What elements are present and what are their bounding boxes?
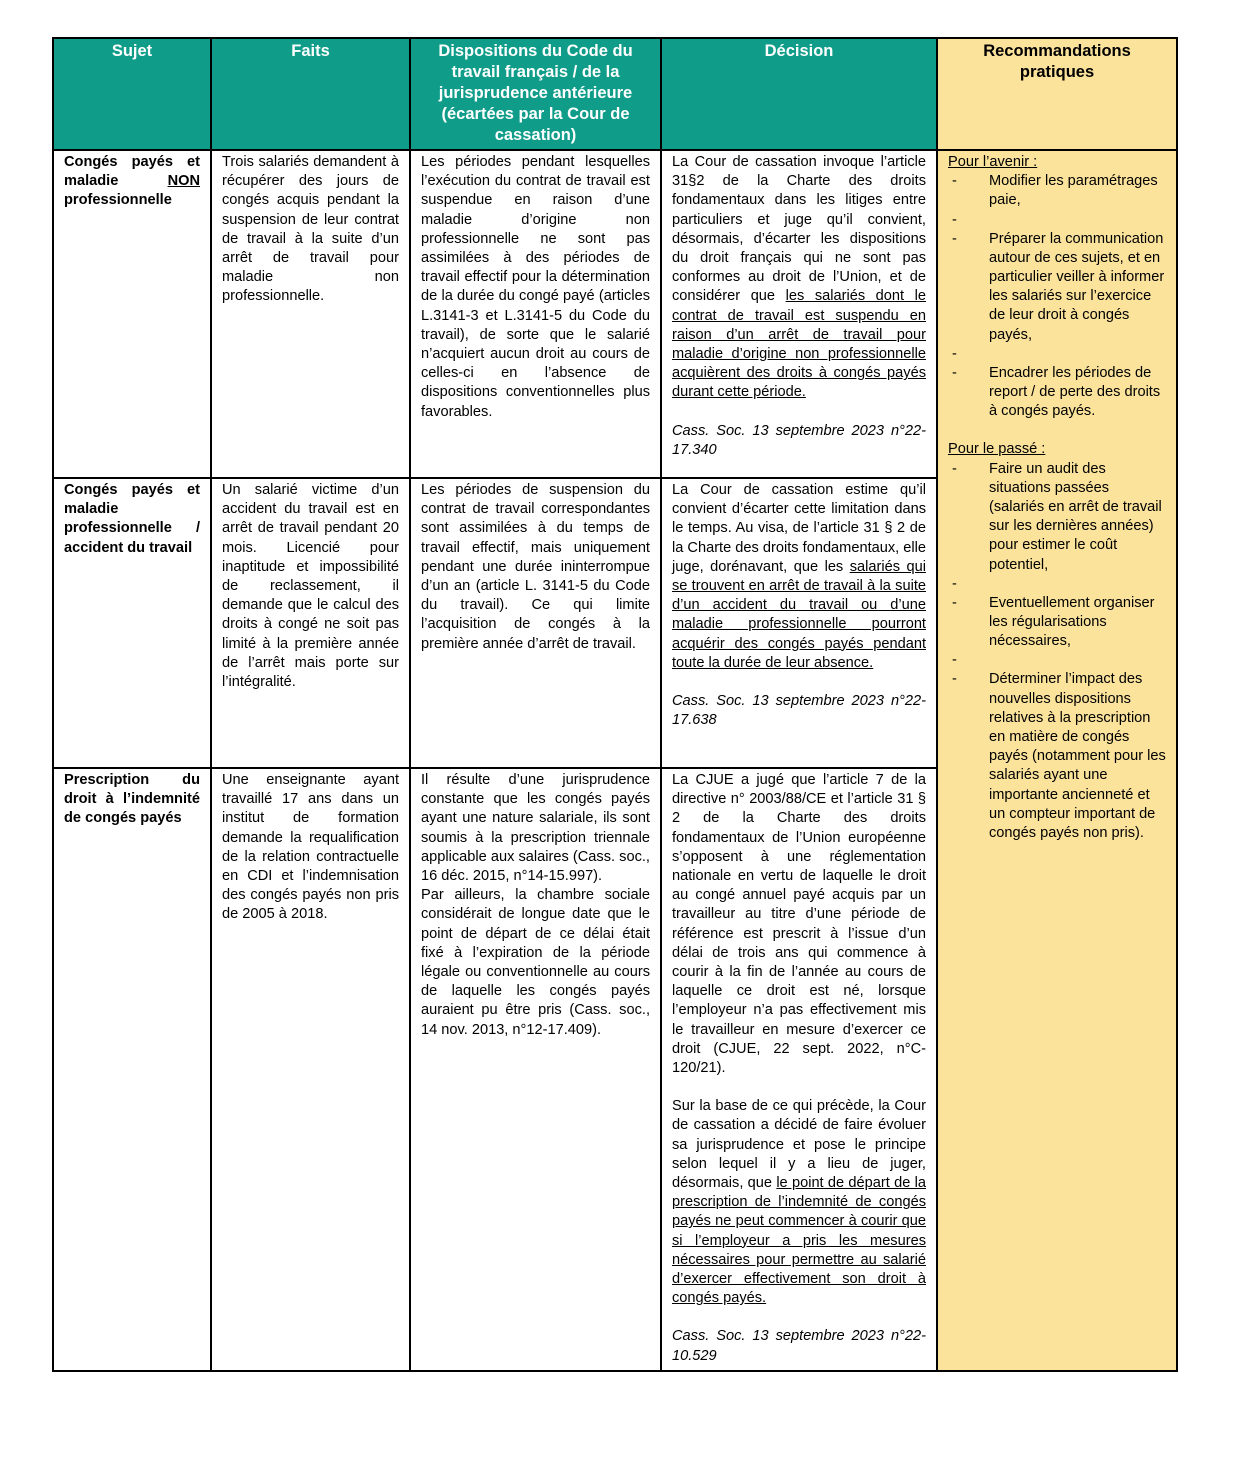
passe-title: Pour le passé : <box>948 441 1046 458</box>
citation: Cass. Soc. 13 septembre 2023 n°22-17.638 <box>672 693 926 729</box>
list-item: - Encadrer les périodes de report / de perte des droits à congés payés. <box>948 364 1166 422</box>
cell-decision <box>661 768 937 1371</box>
cell-decision <box>661 150 937 478</box>
list-spacer <box>948 651 1166 670</box>
sujet-text-a: Congés payés et maladie <box>64 154 200 190</box>
decision-text: Sur la base de ce qui précède, la Cour de cassation a décidé de faire évoluer sa jurisprudence et pose le principe selon lequel il y a lieu de juger, désormais, que <box>672 1098 926 1192</box>
cell-faits: Un salarié victime d’un accident du travail est en arrêt de travail pendant 20 mois. Licencié pour inaptitude et impossibilité de reclassement, il demande que le calcul des droits à congé ne soit pas limité à la première année de l’arrêt mais porte sur l’intégralité. <box>211 478 410 768</box>
header-sujet: Sujet <box>53 38 211 150</box>
sujet-text-non: NON <box>167 173 200 190</box>
list-spacer <box>948 575 1166 594</box>
citation: Cass. Soc. 13 septembre 2023 n°22-10.529 <box>672 1328 926 1364</box>
header-dispositions: Dispositions du Code du travail français / de la jurisprudence antérieure (écartées par la Cour de cassation) <box>410 38 661 150</box>
header-row <box>53 38 1177 150</box>
list-spacer <box>948 345 1166 364</box>
avenir-list <box>948 172 1166 421</box>
cell-sujet: Prescription du droit à l’indemnité de congés payés <box>53 768 211 1371</box>
decision-text: La Cour de cassation invoque l’article 31§2 de la Charte des droits fondamentaux dans les litiges entre particuliers et juge qu’il convient, désormais, d’écarter les dispositions du droit français qui ne sont pas conformes au droit de l’Union, et de considérer que <box>672 154 926 305</box>
sujet-text-b: professionnelle <box>64 192 172 209</box>
list-item: - Eventuellement organiser les régularisations nécessaires, <box>948 594 1166 652</box>
citation: Cass. Soc. 13 septembre 2023 n°22-17.340 <box>672 422 926 458</box>
avenir-title: Pour l’avenir : <box>948 154 1038 170</box>
page <box>52 37 1176 1372</box>
decision-underlined-text: le point de départ de la prescription de l’indemnité de congés payés ne peut commencer à courir que si l’employeur a pris les mesures nécessaires pour permettre au salarié d’exercer effectivement son droit à congés payés. <box>672 1175 926 1307</box>
list-spacer <box>948 211 1166 230</box>
list-item: - Modifier les paramétrages paie, <box>948 172 1166 210</box>
cell-dispositions: Les périodes de suspension du contrat de travail correspondantes sont assimilées à du temps de travail effectif, mais uniquement pendant une durée ininterrompue d’un an (article L. 3141-5 du Code du travail). Ce qui limite l’acquisition de congés à la première année d’arrêt de travail. <box>410 478 661 768</box>
decision-underlined-text: les salariés dont le contrat de travail est suspendu en raison d’un arrêt de travail pour maladie d’origine non professionnelle acquièrent des droits à congés payés durant cette période. <box>672 288 926 401</box>
cell-dispositions: Les périodes pendant lesquelles l’exécution du contrat de travail est suspendue en raison d’une maladie d’origine non professionnelle ne sont pas assimilées à des périodes de travail effectif pour la détermination de la durée du congé payé (articles L.3141-3 et L.3141-5 du Code du travail), de sorte que le salarié n’acquiert aucun droit au cours de celles-ci en l’absence de dispositions conventionnelles plus favorables. <box>410 150 661 478</box>
dispositions-paragraph: Par ailleurs, la chambre sociale considérait de longue date que le point de départ de ce délai était fixé à l’expiration de la période légale ou conventionnelle au cours de laquelle les congés payés auraient pu être pris (Cass. soc., 14 nov. 2013, n°12-17.409). <box>421 887 650 1038</box>
cell-sujet <box>53 150 211 478</box>
passe-list <box>948 460 1166 844</box>
jurisprudence-table <box>52 37 1178 1372</box>
list-item: - Faire un audit des situations passées (salariés en arrêt de travail sur les dernières années) pour estimer le coût potentiel, <box>948 460 1166 575</box>
table-row <box>53 150 1177 478</box>
cell-dispositions <box>410 768 661 1371</box>
cell-recommandations <box>937 150 1177 1371</box>
cell-faits: Une enseignante ayant travaillé 17 ans dans un institut de formation demande la requalification de la relation contractuelle en CDI et l’indemnisation des congés payés non pris de 2005 à 2018. <box>211 768 410 1371</box>
decision-paragraph: La CJUE a jugé que l’article 7 de la directive n° 2003/88/CE et l’article 31 § 2 de la Charte des droits fondamentaux de l’Union européenne s’opposent à une réglementation nationale en vertu de laquelle le droit au congé annuel payé acquis par un travailleur au titre d’une période de référence est prescrit à l’issue d’un délai de trois ans qui commence à courir à la fin de l’année au cours de laquelle ce droit est né, lorsque l’employeur n’a pas effectivement mis le travailleur en mesure d’exercer ce droit (CJUE, 22 sept. 2022, n°C-120/21). <box>672 772 926 1077</box>
list-item: - Déterminer l’impact des nouvelles dispositions relatives à la prescription en matière de congés payés (notamment pour les salariés ayant une importante ancienneté et un compteur important de congés payés non pris). <box>948 670 1166 843</box>
cell-decision <box>661 478 937 768</box>
dispositions-paragraph: Il résulte d’une jurisprudence constante que les congés payés ayant une nature salariale, ils sont soumis à la prescription triennale applicable aux salaires (Cass. soc., 16 déc. 2015, n°14-15.997). <box>421 772 650 885</box>
header-decision: Décision <box>661 38 937 150</box>
header-faits: Faits <box>211 38 410 150</box>
cell-faits: Trois salariés demandent à récupérer des jours de congés acquis pendant la suspension de leur contrat de travail à la suite d’un arrêt de travail pour maladie non professionnelle. <box>211 150 410 478</box>
header-recommandations: Recommandations pratiques <box>937 38 1177 150</box>
decision-underlined-text: salariés qui se trouvent en arrêt de travail à la suite d’un accident du travail ou d’une maladie professionnelle pourront acquérir des congés payés pendant toute la durée de leur absence. <box>672 558 926 671</box>
list-item: - Préparer la communication autour de ces sujets, et en particulier veiller à informer les salariés sur l’exercice de leur droit à congés payés, <box>948 230 1166 345</box>
cell-sujet: Congés payés et maladie professionnelle / accident du travail <box>53 478 211 768</box>
decision-text: La Cour de cassation estime qu’il convient d’écarter cette limitation dans le temps. Au visa, de l’article 31 § 2 de la Charte des droits fondamentaux, elle juge, dorénavant, que les <box>672 482 926 575</box>
